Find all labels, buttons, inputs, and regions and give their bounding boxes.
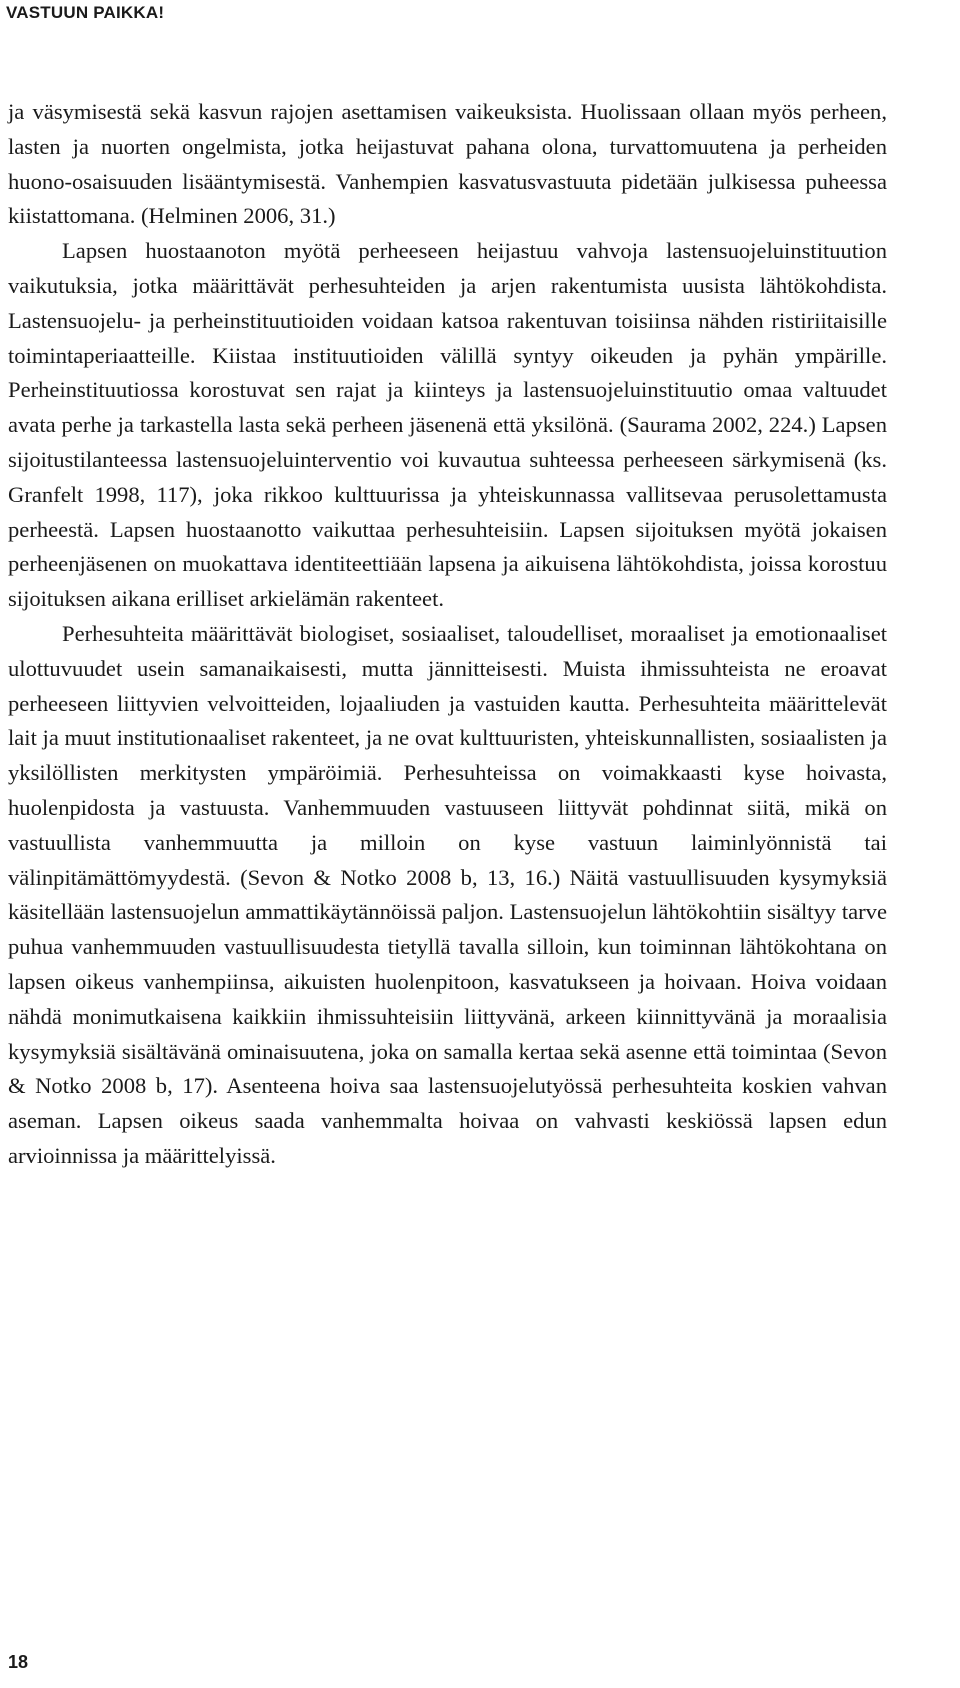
paragraph-2: Lapsen huostaanoton myötä perheeseen heijastuu vahvoja lastensuojeluinstituution vaikutuksia, jotka määrittävät perhesuhteiden ja arjen rakentumista uusista lähtökohdista. Lastensuojelu- ja perheinstituutioiden voidaan katsoa rakentuvan toisiinsa nähden ristiriitaisille toimintaperiaatteille. Kiistaa instituutioiden välillä syntyy oikeuden ja pyhän ympärille. Perheinstituutiossa korostuvat sen rajat ja kiinteys ja lastensuojeluinstituutio omaa valtuudet avata perhe ja tarkastella lasta sekä perheen jäsenenä että yksilönä. (Saurama 2002, 224.) Lapsen sijoitustilanteessa lastensuojeluinterventio voi kuvautua suhteessa perheeseen särkymisenä (ks. Granfelt 1998, 117), joka rikkoo kulttuurissa ja yhteiskunnassa vallitsevaa perusolettamusta perheestä. Lapsen huostaanotto vaikuttaa perhesuhteisiin. Lapsen sijoituksen myötä jokaisen perheenjäsenen on muokattava identiteettiään lapsena ja aikuisena lähtökohdista, joissa korostuu sijoituksen aikana erilliset arkielämän rakenteet. xyxy=(8,238,887,612)
page-number: 18 xyxy=(8,1652,29,1672)
body-text xyxy=(8,95,887,1174)
paragraph-1: ja väsymisestä sekä kasvun rajojen asettamisen vaikeuksista. Huolissaan ollaan myös perheen, lasten ja nuorten ongelmista, jotka heijastuvat pahana olona, turvattomuutena ja perheiden huono-osaisuuden lisääntymisestä. Vanhempien kasvatusvastuuta pidetään julkisessa puheessa kiistattomana. (Helminen 2006, 31.) xyxy=(8,99,887,229)
running-header: VASTUUN PAIKKA! xyxy=(6,3,165,22)
paragraph-3: Perhesuhteita määrittävät biologiset, sosiaaliset, taloudelliset, moraaliset ja emotionaaliset ulottuvuudet usein samanaikaisesti, mutta jännitteisesti. Muista ihmissuhteista ne eroavat perheeseen liittyvien velvoitteiden, lojaaliuden ja vastuiden kautta. Perhesuhteita määrittelevät lait ja muut institutionaaliset rakenteet, ja ne ovat kulttuuristen, yhteiskunnallisten, sosiaalisten ja yksilöllisten merkitysten ympäröimiä. Perhesuhteissa on voimakkaasti kyse hoivasta, huolenpidosta ja vastuusta. Vanhemmuuden vastuuseen liittyvät pohdinnat siitä, mikä on vastuullista vanhemmuutta ja milloin on kyse vastuun laiminlyönnistä tai välinpitämättömyydestä. (Sevon & Notko 2008 b, 13, 16.) Näitä vastuullisuuden kysymyksiä käsitellään lastensuojelun ammattikäytännöissä paljon. Lastensuojelun lähtökohtiin sisältyy tarve puhua vanhemmuuden vastuullisuudesta tietyllä tavalla silloin, kun toiminnan lähtökohtana on lapsen oikeus vanhempiinsa, aikuisten huolenpitoon, kasvatukseen ja hoivaan. Hoiva voidaan nähdä monimutkaisena kaikkiin ihmissuhteisiin liittyvänä, arkeen kiinnittyvänä ja moraalisia kysymyksiä sisältävänä ominaisuutena, joka on samalla kertaa sekä asenne että toimintaa (Sevon & Notko 2008 b, 17). Asenteena hoiva saa lastensuojelutyössä perhesuhteita koskien vahvan aseman. Lapsen oikeus saada vanhemmalta hoivaa on vahvasti keskiössä lapsen edun arvioinnissa ja määrittelyissä. xyxy=(8,620,887,1168)
